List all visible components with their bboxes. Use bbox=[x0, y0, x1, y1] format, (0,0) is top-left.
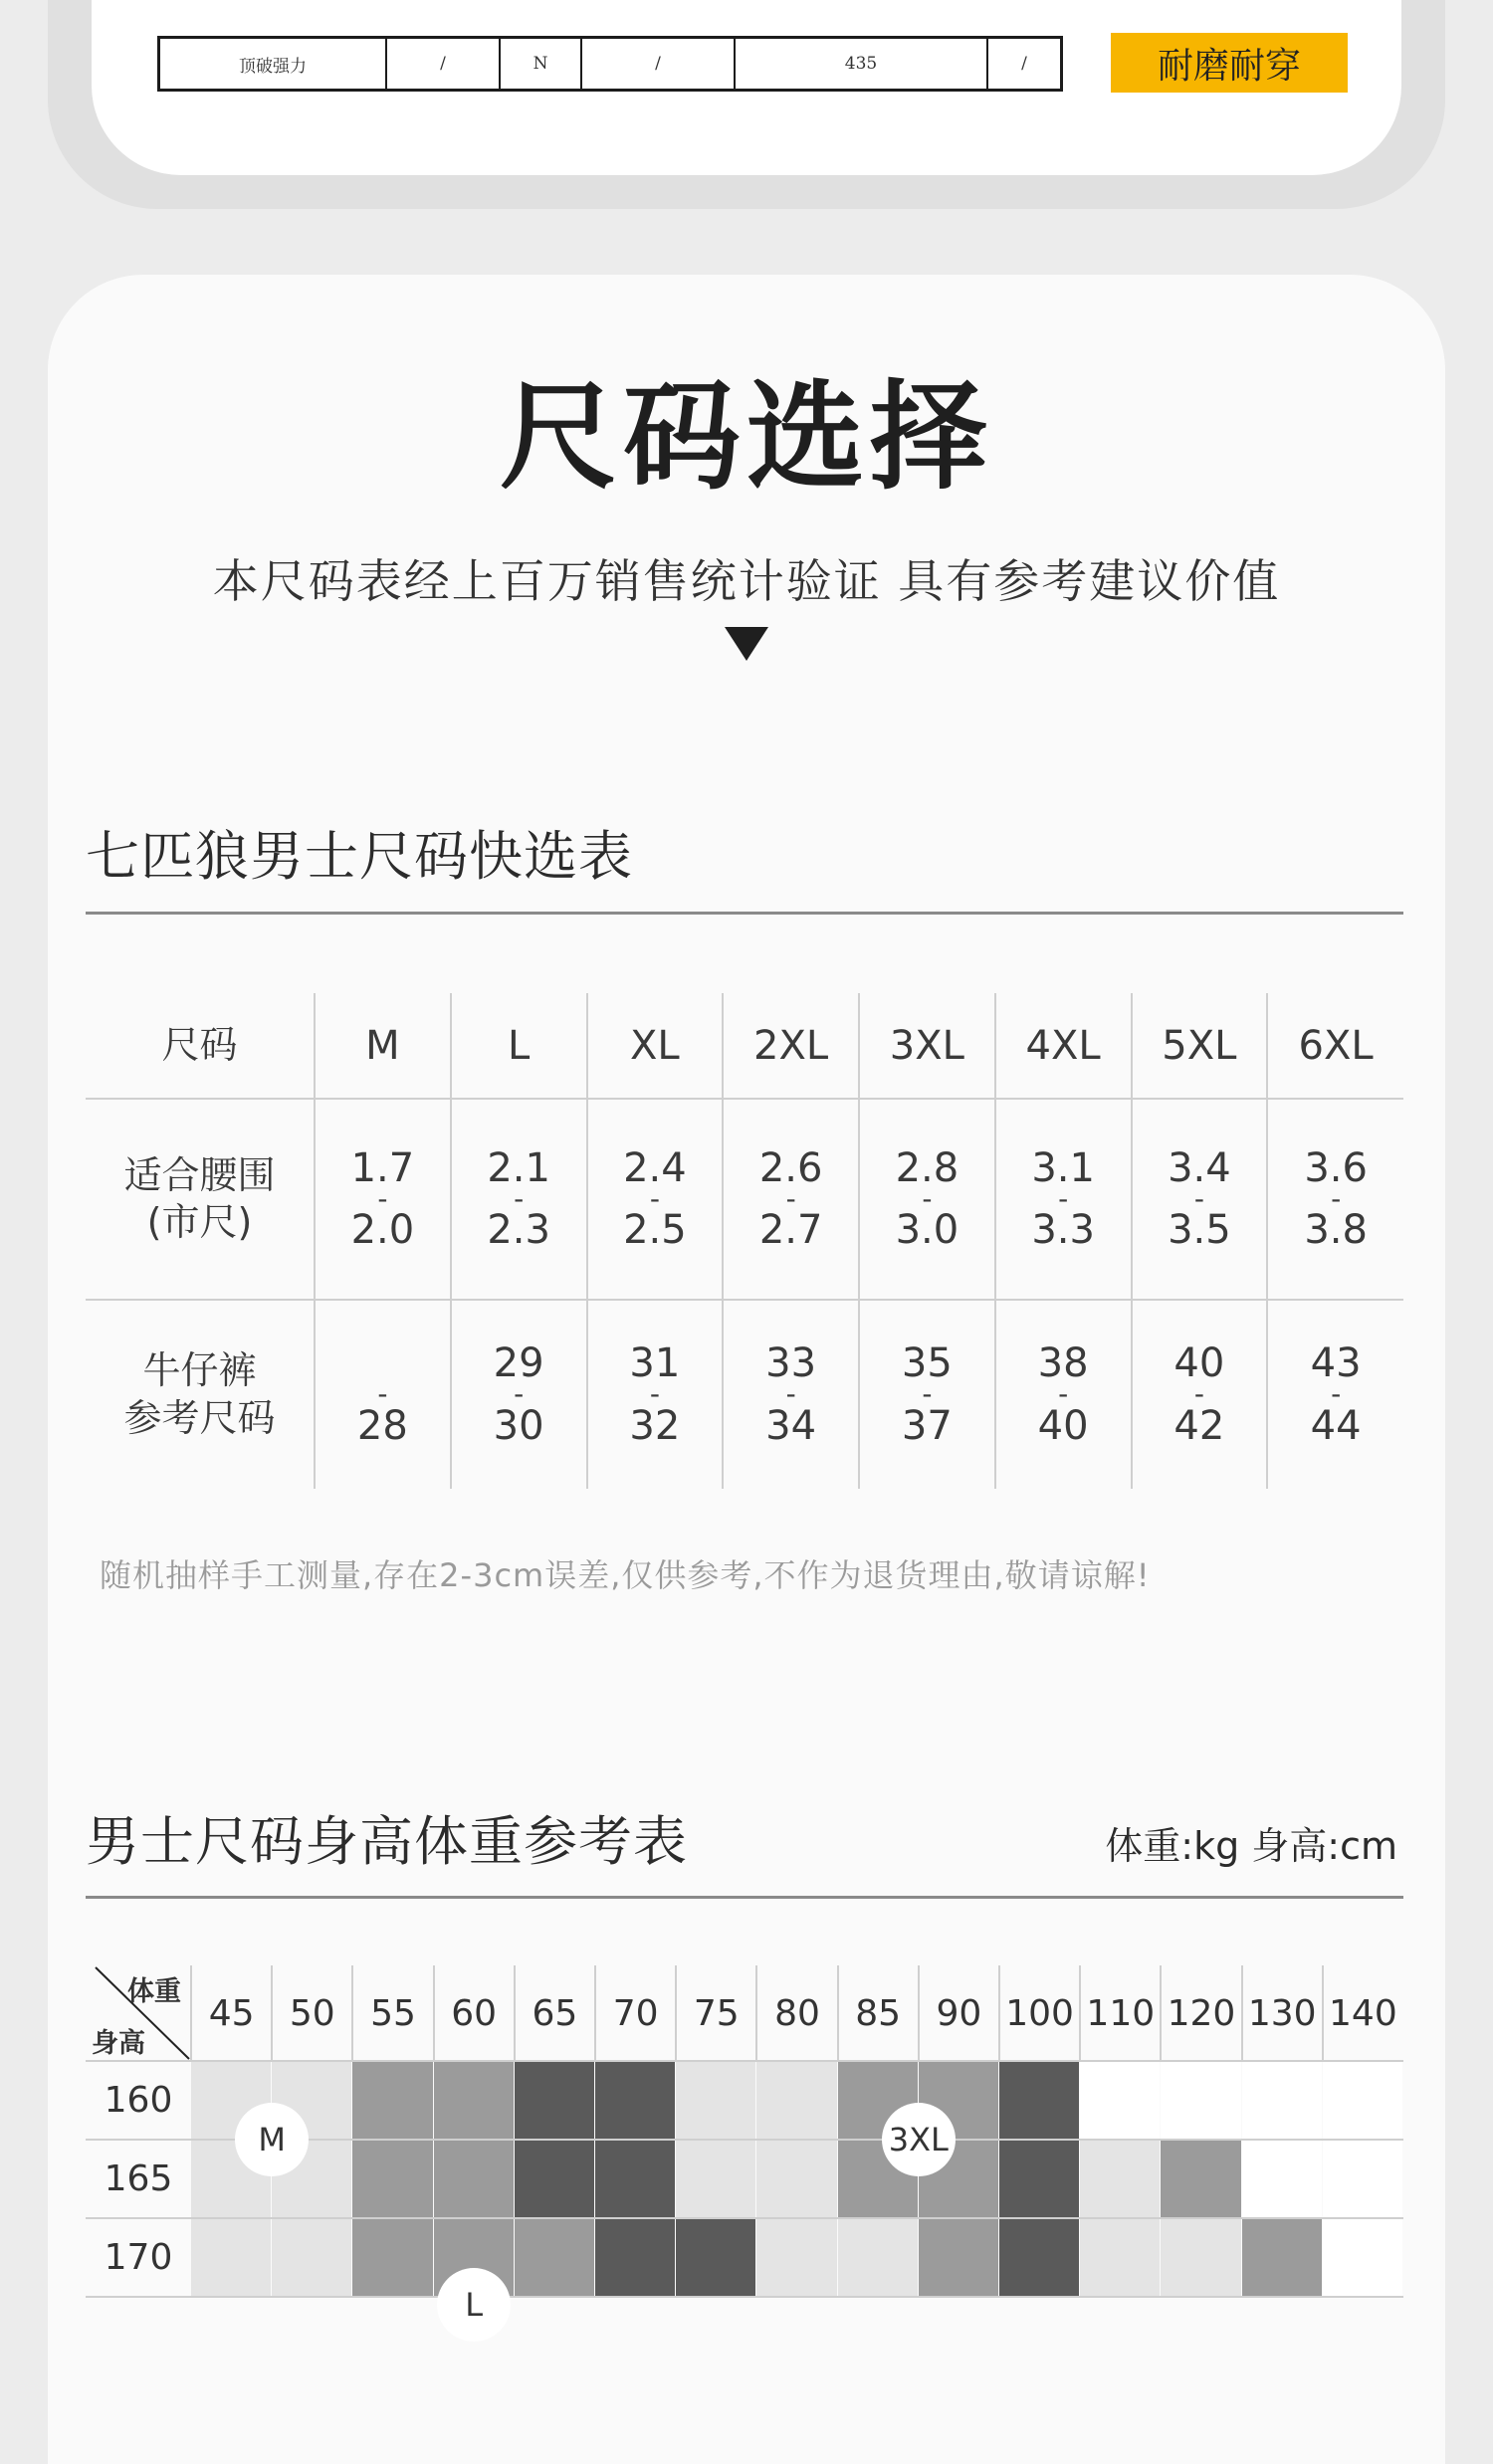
property-value: 435 bbox=[736, 39, 988, 89]
grid-cell bbox=[515, 2061, 594, 2139]
range-from: 2.6 bbox=[758, 1144, 823, 1191]
grid-cell bbox=[999, 2218, 1079, 2296]
grid-cell bbox=[1080, 2061, 1160, 2139]
range-from: 2.4 bbox=[623, 1144, 687, 1191]
size-cell: 2XL bbox=[723, 993, 859, 1099]
grid-column-divider bbox=[433, 1965, 435, 2061]
weight-column-label: 130 bbox=[1247, 1992, 1317, 2034]
size-header-row bbox=[86, 993, 1403, 1099]
grid-column-divider bbox=[1079, 1965, 1081, 2061]
weight-column-label: 90 bbox=[936, 1992, 982, 2034]
weight-column-label: 100 bbox=[1005, 1992, 1074, 2034]
waist-cell: 2.4 - 2.5 bbox=[587, 1099, 724, 1300]
range-from: 38 bbox=[1037, 1340, 1089, 1387]
grid-cell bbox=[272, 2218, 351, 2296]
range-to: 32 bbox=[629, 1402, 681, 1449]
grid-cell bbox=[595, 2218, 675, 2296]
grid-cell bbox=[1161, 2218, 1240, 2296]
size-cell: M bbox=[315, 993, 451, 1099]
grid-cell bbox=[1323, 2061, 1402, 2139]
grid-column-divider bbox=[271, 1965, 273, 2061]
property-value: / bbox=[582, 39, 736, 89]
range-to: 2.5 bbox=[623, 1207, 687, 1254]
grid-cell bbox=[1161, 2061, 1240, 2139]
grid-cell bbox=[1242, 2218, 1322, 2296]
weight-column-label: 65 bbox=[532, 1992, 578, 2034]
jeans-cell: 43 - 44 bbox=[1310, 1340, 1362, 1449]
quick-table-title: 七匹狼男士尺码快选表 bbox=[86, 825, 633, 888]
grid-cell bbox=[515, 2218, 594, 2296]
weight-column-label: 60 bbox=[451, 1992, 498, 2034]
weight-column-label: 70 bbox=[612, 1992, 659, 2034]
size-cell: 6XL bbox=[1267, 993, 1403, 1099]
size-cell: 4XL bbox=[995, 993, 1132, 1099]
range-from: 31 bbox=[629, 1340, 681, 1387]
range-from: 1.7 bbox=[350, 1144, 415, 1191]
range-from: 40 bbox=[1173, 1340, 1225, 1387]
range-from: 33 bbox=[765, 1340, 817, 1387]
height-weight-grid bbox=[86, 1965, 1403, 2363]
grid-row-divider bbox=[86, 2060, 1403, 2062]
jeans-cell: 35 - 37 bbox=[859, 1300, 995, 1489]
grid-column-divider bbox=[594, 1965, 596, 2061]
weight-column-label: 80 bbox=[774, 1992, 820, 2034]
grid-cell bbox=[838, 2218, 918, 2296]
waist-cell: 3.6 - 3.8 bbox=[1267, 1099, 1403, 1300]
grid-cell bbox=[1161, 2140, 1240, 2217]
grid-cell bbox=[756, 2140, 836, 2217]
jeans-cell: 29 - 30 bbox=[451, 1300, 587, 1489]
range-to: 3.8 bbox=[1304, 1207, 1368, 1254]
grid-cell bbox=[1323, 2218, 1402, 2296]
range-from: 29 bbox=[493, 1340, 544, 1387]
section-divider bbox=[86, 1896, 1403, 1899]
weight-column-label: 45 bbox=[208, 1992, 255, 2034]
grid-cell bbox=[756, 2218, 836, 2296]
waist-unit-line: (市尺) bbox=[146, 1200, 253, 1244]
jeans-cell: - 28 bbox=[315, 1300, 451, 1489]
durability-tag: 耐磨耐穿 bbox=[1111, 33, 1348, 93]
height-axis-label: 身高 bbox=[92, 2028, 145, 2059]
grid-cell bbox=[434, 2140, 514, 2217]
jeans-cell: 31 - 32 bbox=[587, 1300, 724, 1489]
range-from: 3.1 bbox=[1031, 1144, 1095, 1191]
weight-column-label: 110 bbox=[1086, 1992, 1156, 2034]
grid-cell bbox=[676, 2061, 755, 2139]
range-to: 40 bbox=[1037, 1402, 1089, 1449]
height-row-label: 160 bbox=[104, 2080, 173, 2121]
weight-column-label: 75 bbox=[693, 1992, 740, 2034]
page-title: 尺码选择 bbox=[499, 368, 993, 506]
weight-column-label: 55 bbox=[370, 1992, 416, 2034]
size-label: 尺码 bbox=[86, 993, 315, 1099]
weight-column-label: 50 bbox=[289, 1992, 335, 2034]
jeans-cell: 38 - 40 bbox=[995, 1300, 1132, 1489]
size-quick-table bbox=[86, 993, 1403, 1489]
grid-row-divider bbox=[86, 2296, 1403, 2298]
grid-cell bbox=[1080, 2218, 1160, 2296]
waist-cell: 2.1 - 2.3 bbox=[451, 1099, 587, 1300]
grid-column-divider bbox=[755, 1965, 757, 2061]
waist-label-line: 适合腰围 bbox=[123, 1152, 276, 1197]
range-to: 2.3 bbox=[487, 1207, 550, 1254]
fabric-property-row bbox=[157, 36, 1063, 92]
property-name: 顶破强力 bbox=[160, 39, 387, 89]
range-from: 3.4 bbox=[1168, 1144, 1231, 1191]
grid-cell bbox=[1080, 2140, 1160, 2217]
jeans-row bbox=[86, 1300, 1403, 1489]
weight-column-label: 120 bbox=[1167, 1992, 1236, 2034]
grid-column-divider bbox=[351, 1965, 353, 2061]
waist-cell: 3.4 - 3.5 bbox=[1132, 1099, 1268, 1300]
grid-column-divider bbox=[675, 1965, 677, 2061]
waist-cell: 3.1 - 3.3 bbox=[995, 1099, 1132, 1300]
waist-cell: 1.7 - 2.0 bbox=[315, 1099, 451, 1300]
jeans-label-line: 牛仔裤 bbox=[142, 1348, 257, 1392]
grid-cell bbox=[352, 2140, 432, 2217]
grid-cell bbox=[191, 2218, 271, 2296]
grid-cell bbox=[999, 2061, 1079, 2139]
units-label: 体重:kg 身高:cm bbox=[1105, 1824, 1397, 1868]
size-badge: L bbox=[437, 2268, 511, 2342]
weight-column-label: 85 bbox=[855, 1992, 902, 2034]
jeans-cell: 33 - 34 bbox=[723, 1300, 859, 1489]
waist-cell: 2.6 - 2.7 bbox=[723, 1099, 859, 1300]
grid-column-divider bbox=[918, 1965, 920, 2061]
range-to: 42 bbox=[1173, 1402, 1225, 1449]
grid-cell bbox=[919, 2218, 998, 2296]
grid-column-divider bbox=[1322, 1965, 1324, 2061]
height-row-label: 165 bbox=[104, 2158, 173, 2199]
range-to: 3.0 bbox=[895, 1207, 960, 1254]
grid-column-divider bbox=[1241, 1965, 1243, 2061]
grid-cell bbox=[352, 2218, 432, 2296]
size-cell: 3XL bbox=[859, 993, 995, 1099]
range-from: 43 bbox=[1310, 1340, 1362, 1387]
range-to: 30 bbox=[493, 1402, 544, 1449]
grid-cell bbox=[756, 2061, 836, 2139]
weight-column-label: 140 bbox=[1329, 1992, 1397, 2034]
grid-cell bbox=[595, 2061, 675, 2139]
grid-cell bbox=[434, 2061, 514, 2139]
grid-cell bbox=[999, 2140, 1079, 2217]
height-row-label: 170 bbox=[104, 2237, 173, 2278]
size-badge: 3XL bbox=[882, 2103, 956, 2176]
range-to: 44 bbox=[1310, 1402, 1362, 1449]
grid-corner bbox=[86, 1965, 191, 2061]
range-to: 2.0 bbox=[350, 1207, 415, 1254]
grid-column-divider bbox=[190, 1965, 192, 2061]
waist-label bbox=[86, 1099, 315, 1300]
waist-row bbox=[86, 1099, 1403, 1300]
range-to: 2.7 bbox=[758, 1207, 823, 1254]
grid-column-divider bbox=[1160, 1965, 1162, 2061]
range-from: 2.1 bbox=[487, 1144, 550, 1191]
property-unit: N bbox=[501, 39, 582, 89]
jeans-cell: 40 - 42 bbox=[1132, 1300, 1268, 1489]
section-divider bbox=[86, 912, 1403, 915]
range-from: 3.6 bbox=[1304, 1144, 1368, 1191]
grid-cell bbox=[1323, 2140, 1402, 2217]
grid-cell bbox=[352, 2061, 432, 2139]
grid-cell bbox=[676, 2218, 755, 2296]
range-to: 3.5 bbox=[1168, 1207, 1231, 1254]
jeans-label-line: 参考尺码 bbox=[123, 1395, 276, 1440]
grid-cell bbox=[595, 2140, 675, 2217]
down-arrow-icon bbox=[725, 627, 768, 661]
grid-cell bbox=[676, 2140, 755, 2217]
range-to: 37 bbox=[901, 1402, 953, 1449]
size-cell: XL bbox=[587, 993, 724, 1099]
grid-row-divider bbox=[86, 2217, 1403, 2219]
range-from: 35 bbox=[901, 1340, 953, 1387]
grid-column-divider bbox=[998, 1965, 1000, 2061]
reference-table-title: 男士尺码身高体重参考表 bbox=[86, 1810, 688, 1873]
grid-cell bbox=[1242, 2140, 1322, 2217]
grid-cell bbox=[515, 2140, 594, 2217]
range-to: 3.3 bbox=[1031, 1207, 1095, 1254]
grid-column-divider bbox=[837, 1965, 839, 2061]
range-to: 34 bbox=[765, 1402, 817, 1449]
range-to: 28 bbox=[356, 1402, 408, 1449]
grid-cell bbox=[1242, 2061, 1322, 2139]
page-subtitle: 本尺码表经上百万销售统计验证 具有参考建议价值 bbox=[212, 554, 1281, 608]
grid-column-divider bbox=[514, 1965, 516, 2061]
weight-axis-label: 体重 bbox=[127, 1976, 181, 2007]
measurement-note: 随机抽样手工测量,存在2-3cm误差,仅供参考,不作为退货理由,敬请谅解! bbox=[100, 1556, 1151, 1594]
size-cell: 5XL bbox=[1132, 993, 1268, 1099]
jeans-label bbox=[86, 1300, 315, 1489]
property-value: / bbox=[1021, 54, 1027, 74]
range-from: 2.8 bbox=[895, 1144, 960, 1191]
waist-cell: 2.8 - 3.0 bbox=[859, 1099, 995, 1300]
size-cell: L bbox=[451, 993, 587, 1099]
property-value: / bbox=[387, 39, 501, 89]
size-badge: M bbox=[235, 2103, 309, 2176]
